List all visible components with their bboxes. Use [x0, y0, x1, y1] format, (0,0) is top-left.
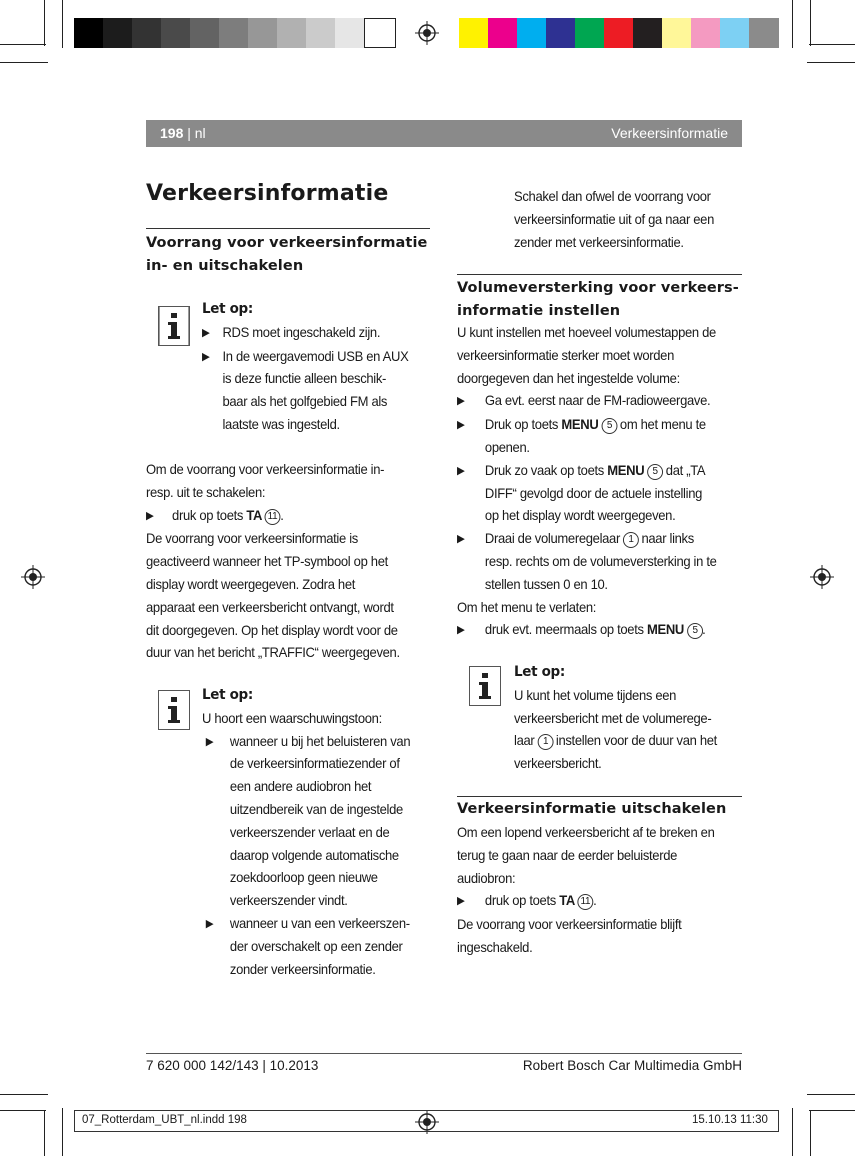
info-icon [158, 690, 190, 730]
body-text: Om de voorrang voor verkeersinformatie in- resp. uit te schakelen: ▶ druk op toets TA 11 . De voorrang voor verkeersinformatie is geactiveerd wanneer het TP-symbool op het display wordt weergegeven. Zodra het apparaat een verkeersbericht ontvangt, wordt dit doorgegeven. Op het display wordt voor de duur van het bericht „TRAFFIC“ weergegeven. [146, 458, 434, 664]
color-swatch [546, 18, 575, 48]
body-text: U kunt instellen met hoeveel volumestappen de verkeersinformatie sterker moet worden doorgegeven dan het ingestelde volume: ▶ Ga evt. eerst naar de FM-radioweergave. ▶ Druk op toets MENU 5 om het menu te openen. ▶ Druk zo vaak op toets MENU 5 dat „TA DIFF“ gevolgd door de actuele instelling op het display wordt weergegeven. ▶ Draai de volumeregelaar 1 naar links resp. rechts om de volumeversterking in te stellen tussen 0 en 10. Om het menu te verlaten: ▶ druk evt. meermaals op toets MENU 5 . [457, 321, 743, 642]
section-divider [146, 228, 430, 229]
list-item: ▶ druk evt. meermaals op toets MENU 5 . [457, 618, 743, 642]
gray-swatch [103, 18, 132, 48]
page-title: Verkeersinformatie [146, 181, 389, 206]
gray-swatch [161, 18, 190, 48]
gray-swatch [248, 18, 277, 48]
list-item: ▶ In de weergavemodi USB en AUX is deze functie alleen beschik- baar als het golfgebied FM als laatste was ingesteld. [202, 345, 444, 436]
arrow-bullet-icon: ▶ [202, 350, 210, 363]
note-block [202, 298, 444, 436]
section-heading: Volumeversterking voor verkeers- informatie instellen [457, 280, 739, 319]
note-title: Let op: [202, 687, 253, 703]
slug-filename: 07_Rotterdam_UBT_nl.indd 198 [82, 1114, 247, 1126]
color-swatch [691, 18, 720, 48]
page-header [146, 120, 742, 147]
note-block: Let op: U kunt het volume tijdens een verkeersbericht met de volumerege- laar 1 instellen voor de duur van het verkeersbericht. [514, 661, 747, 775]
color-swatch [488, 18, 517, 48]
list-item: ▶ Druk op toets MENU 5 om het menu te openen. [457, 413, 743, 459]
arrow-bullet-icon: ▶ [457, 464, 465, 477]
registration-mark-icon [415, 21, 439, 45]
list-item: ▶ Draai de volumeregelaar 1 naar links resp. rechts om de volumeversterking in te stellen tussen 0 en 10. [457, 527, 743, 595]
section-divider [457, 274, 742, 275]
gray-swatch [335, 18, 364, 48]
language-label: | nl [183, 125, 206, 141]
key-label: TA [559, 892, 575, 909]
note-title: Let op: [202, 301, 253, 317]
footer-divider [146, 1053, 742, 1054]
arrow-bullet-icon: ▶ [205, 735, 214, 748]
color-swatch [662, 18, 691, 48]
slug-date: 15.10.13 11:30 [692, 1114, 768, 1126]
arrow-bullet-icon: ▶ [205, 917, 214, 930]
arrow-bullet-icon: ▶ [457, 533, 465, 546]
body-text: Om een lopend verkeersbericht af te breken en terug te gaan naar de eerder beluisterde audiobron: ▶ druk op toets TA 11 . De voorrang voor verkeersinformatie blijft ingeschakeld. [457, 821, 743, 959]
footer-company: Robert Bosch Car Multimedia GmbH [522, 1058, 742, 1073]
list-item: ▶ Ga evt. eerst naar de FM-radioweergave. [457, 389, 743, 413]
note-title: Let op: [514, 664, 565, 680]
list-item: ▶ RDS moet ingeschakeld zijn. [202, 321, 444, 345]
list-item: ▶ wanneer u bij het beluisteren van de verkeersinformatiezender of een andere audiobron het uitzendbereik van de ingestelde verkeerszender verlaat en de daarop volgende automatische zoekdoorloop geen nieuwe verkeerszender vindt. [202, 730, 444, 912]
key-number-badge: 5 [647, 464, 663, 480]
list-item: ▶ Druk zo vaak op toets MENU 5 dat „TA DIFF“ gevolgd door de actuele instelling op het display wordt weergegeven. [457, 459, 743, 527]
key-number-badge: 5 [687, 623, 703, 639]
gray-swatch [219, 18, 248, 48]
gray-swatch [190, 18, 219, 48]
key-number-badge: 11 [578, 894, 594, 910]
key-number-badge: 1 [623, 532, 639, 548]
gray-swatch [277, 18, 306, 48]
section-heading: Voorrang voor verkeersinformatie in- en uitschakelen [146, 235, 428, 274]
color-swatch [720, 18, 749, 48]
section-heading: Verkeersinformatie uitschakelen [457, 801, 727, 817]
arrow-bullet-icon: ▶ [202, 326, 210, 339]
gray-swatch [74, 18, 103, 48]
section-divider [457, 796, 742, 797]
note-block: Let op: U hoort een waarschuwingstoon: ▶ wanneer u bij het beluisteren van de verkeersinformatiezender of een andere audiobron het uitzendbereik van de ingestelde verkeerszender verlaat en de daarop volgende automatische zoekdoorloop geen nieuwe verkeerszender vindt. ▶ wanneer u van een verkeerszen- der overschakelt op een zender zonder verkeersinformatie. [202, 684, 444, 980]
key-label: MENU [646, 621, 685, 638]
arrow-bullet-icon: ▶ [457, 395, 465, 408]
color-swatch [633, 18, 662, 48]
arrow-bullet-icon: ▶ [457, 895, 465, 908]
key-number-badge: 5 [601, 418, 617, 434]
footer-doc-number: 7 620 000 142/143 | 10.2013 [146, 1058, 319, 1073]
registration-mark-icon [21, 565, 45, 589]
color-swatch [517, 18, 546, 48]
gray-swatch [306, 18, 335, 48]
key-label: TA [246, 506, 263, 523]
arrow-bullet-icon: ▶ [457, 419, 465, 432]
info-icon [469, 666, 501, 706]
gray-swatch [364, 18, 396, 48]
arrow-bullet-icon: ▶ [457, 624, 465, 637]
color-swatch [459, 18, 488, 48]
key-label: MENU [561, 416, 599, 433]
list-item: ▶ druk op toets TA 11 . [457, 889, 743, 913]
color-swatch [749, 18, 779, 48]
section-label: Verkeersinformatie [611, 125, 728, 141]
color-swatch [604, 18, 633, 48]
body-text: Schakel dan ofwel de voorrang voor verkeersinformatie uit of ga naar een zender met verkeersinformatie. [514, 188, 715, 250]
key-number-badge: 1 [537, 734, 553, 750]
page-number: 198 [160, 125, 184, 141]
key-number-badge: 11 [265, 509, 281, 525]
gray-swatch [132, 18, 161, 48]
info-icon [158, 306, 190, 346]
list-item: ▶ druk op toets TA 11 . [146, 504, 434, 528]
registration-mark-icon [810, 565, 834, 589]
list-item: ▶ wanneer u van een verkeerszen- der overschakelt op een zender zonder verkeersinformatie. [202, 912, 444, 980]
arrow-bullet-icon: ▶ [146, 509, 154, 522]
key-label: MENU [607, 461, 645, 478]
color-swatch [575, 18, 604, 48]
